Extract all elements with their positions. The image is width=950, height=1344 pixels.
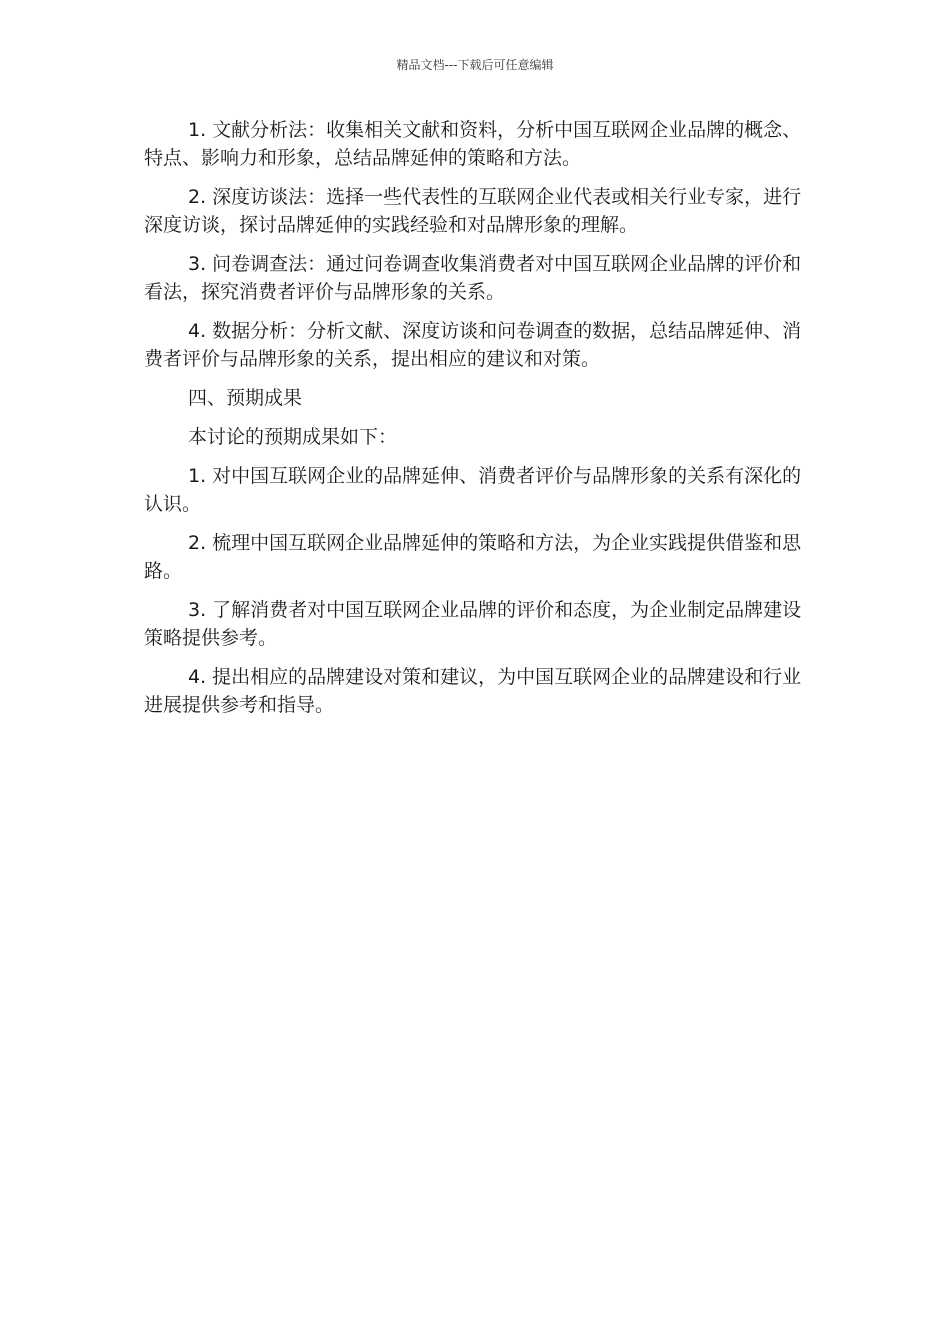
paragraph-result-2: 2. 梳理中国互联网企业品牌延伸的策略和方法，为企业实践提供借鉴和思路。 — [144, 532, 802, 582]
paragraph-result-4: 4. 提出相应的品牌建设对策和建议，为中国互联网企业的品牌建设和行业进展提供参考和指导。 — [144, 666, 802, 716]
paragraph-method-data-analysis: 4. 数据分析：分析文献、深度访谈和问卷调查的数据，总结品牌延伸、消费者评价与品牌形象的关系，提出相应的建议和对策。 — [144, 320, 802, 370]
document-body — [144, 116, 806, 730]
paragraph-result-1: 1. 对中国互联网企业的品牌延伸、消费者评价与品牌形象的关系有深化的认识。 — [144, 465, 802, 515]
paragraph-result-3: 3. 了解消费者对中国互联网企业品牌的评价和态度，为企业制定品牌建设策略提供参考。 — [144, 599, 802, 649]
paragraph-results-intro: 本讨论的预期成果如下： — [188, 426, 398, 448]
paragraph-method-interview: 2. 深度访谈法：选择一些代表性的互联网企业代表或相关行业专家，进行深度访谈，探讨品牌延伸的实践经验和对品牌形象的理解。 — [144, 186, 802, 236]
section-heading-expected-results: 四、预期成果 — [188, 387, 303, 409]
paragraph-method-survey: 3. 问卷调查法：通过问卷调查收集消费者对中国互联网企业品牌的评价和看法，探究消费者评价与品牌形象的关系。 — [144, 253, 802, 303]
paragraph-method-literature: 1. 文献分析法：收集相关文献和资料，分析中国互联网企业品牌的概念、特点、影响力和形象，总结品牌延伸的策略和方法。 — [144, 119, 802, 169]
page-header: 精品文档---下载后可任意编辑 — [396, 58, 554, 72]
